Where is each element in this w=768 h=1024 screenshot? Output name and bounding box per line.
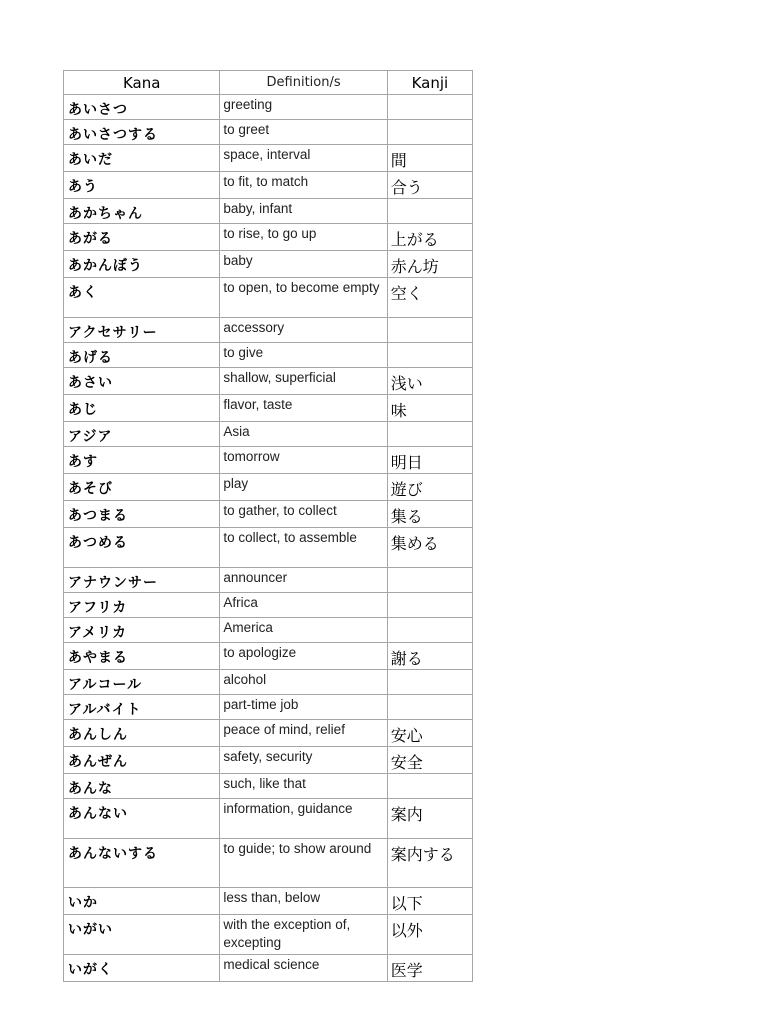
kanji-cell <box>387 695 472 720</box>
kanji-cell: 集る <box>387 501 472 528</box>
kanji-cell: 間 <box>387 145 472 172</box>
table-row <box>64 172 473 199</box>
kana-cell: いがい <box>64 915 220 955</box>
definition-cell: America <box>220 618 387 643</box>
definition-cell: to open, to become empty <box>220 278 387 318</box>
definition-cell: such, like that <box>220 774 387 799</box>
kana-cell: あじ <box>64 395 220 422</box>
kanji-cell <box>387 568 472 593</box>
kanji-cell <box>387 774 472 799</box>
table-row <box>64 422 473 447</box>
kana-cell: あんぜん <box>64 747 220 774</box>
kanji-cell <box>387 95 472 120</box>
vocabulary-table <box>63 70 473 982</box>
table-row <box>64 643 473 670</box>
definition-cell: to greet <box>220 120 387 145</box>
kanji-cell: 空く <box>387 278 472 318</box>
kana-cell: あかんぼう <box>64 251 220 278</box>
table-row <box>64 501 473 528</box>
definition-cell: alcohol <box>220 670 387 695</box>
kana-cell: あんないする <box>64 839 220 888</box>
definition-cell: greeting <box>220 95 387 120</box>
kanji-cell: 合う <box>387 172 472 199</box>
kanji-cell: 以外 <box>387 915 472 955</box>
kanji-cell <box>387 199 472 224</box>
definition-cell: play <box>220 474 387 501</box>
table-row <box>64 955 473 982</box>
kanji-cell: 安全 <box>387 747 472 774</box>
definition-cell: part-time job <box>220 695 387 720</box>
kanji-cell: 浅い <box>387 368 472 395</box>
definition-cell: to fit, to match <box>220 172 387 199</box>
kanji-cell <box>387 593 472 618</box>
table-row <box>64 695 473 720</box>
definition-cell: medical science <box>220 955 387 982</box>
table-row <box>64 368 473 395</box>
table-row <box>64 799 473 839</box>
kanji-cell <box>387 618 472 643</box>
definition-cell: flavor, taste <box>220 395 387 422</box>
definition-cell: safety, security <box>220 747 387 774</box>
definition-cell: less than, below <box>220 888 387 915</box>
definition-cell: space, interval <box>220 145 387 172</box>
kanji-cell <box>387 422 472 447</box>
header-kanji: Kanji <box>387 71 472 95</box>
table-row <box>64 343 473 368</box>
kana-cell: あつめる <box>64 528 220 568</box>
definition-cell: Africa <box>220 593 387 618</box>
table-row <box>64 720 473 747</box>
table-row <box>64 318 473 343</box>
kanji-cell: 以下 <box>387 888 472 915</box>
definition-cell: to gather, to collect <box>220 501 387 528</box>
kana-cell: あやまる <box>64 643 220 670</box>
table-row <box>64 747 473 774</box>
kana-cell: アクセサリー <box>64 318 220 343</box>
definition-cell: shallow, superficial <box>220 368 387 395</box>
kanji-cell: 安心 <box>387 720 472 747</box>
kana-cell: アナウンサー <box>64 568 220 593</box>
definition-cell: announcer <box>220 568 387 593</box>
definition-cell: baby <box>220 251 387 278</box>
kana-cell: いがく <box>64 955 220 982</box>
kana-cell: あそび <box>64 474 220 501</box>
kanji-cell: 明日 <box>387 447 472 474</box>
definition-cell: with the exception of, excepting <box>220 915 387 955</box>
header-kana: Kana <box>64 71 220 95</box>
table-row <box>64 568 473 593</box>
table-row <box>64 774 473 799</box>
kanji-cell: 上がる <box>387 224 472 251</box>
definition-cell: baby, infant <box>220 199 387 224</box>
definition-cell: to collect, to assemble <box>220 528 387 568</box>
kanji-cell <box>387 120 472 145</box>
table-row <box>64 670 473 695</box>
table-row <box>64 145 473 172</box>
kana-cell: あいさつする <box>64 120 220 145</box>
kanji-cell: 謝る <box>387 643 472 670</box>
kanji-cell: 遊び <box>387 474 472 501</box>
kanji-cell: 集める <box>387 528 472 568</box>
table-row <box>64 915 473 955</box>
kana-cell: アフリカ <box>64 593 220 618</box>
kana-cell: あんな <box>64 774 220 799</box>
definition-cell: to rise, to go up <box>220 224 387 251</box>
table-row <box>64 395 473 422</box>
table-row <box>64 593 473 618</box>
kana-cell: あさい <box>64 368 220 395</box>
kana-cell: アメリカ <box>64 618 220 643</box>
table-row <box>64 120 473 145</box>
table-row <box>64 888 473 915</box>
kana-cell: あつまる <box>64 501 220 528</box>
definition-cell: tomorrow <box>220 447 387 474</box>
table-row <box>64 528 473 568</box>
kana-cell: アルコール <box>64 670 220 695</box>
kana-cell: あいだ <box>64 145 220 172</box>
table-row <box>64 447 473 474</box>
definition-cell: information, guidance <box>220 799 387 839</box>
table-row <box>64 224 473 251</box>
definition-cell: to give <box>220 343 387 368</box>
definition-cell: to apologize <box>220 643 387 670</box>
kana-cell: あげる <box>64 343 220 368</box>
kana-cell: あかちゃん <box>64 199 220 224</box>
kanji-cell: 医学 <box>387 955 472 982</box>
table-row <box>64 474 473 501</box>
table-row <box>64 839 473 888</box>
kanji-cell <box>387 318 472 343</box>
table-row <box>64 278 473 318</box>
kana-cell: あんしん <box>64 720 220 747</box>
definition-cell: Asia <box>220 422 387 447</box>
kana-cell: あがる <box>64 224 220 251</box>
kanji-cell: 案内 <box>387 799 472 839</box>
definition-cell: to guide; to show around <box>220 839 387 888</box>
table-body <box>64 95 473 982</box>
kanji-cell: 赤ん坊 <box>387 251 472 278</box>
kana-cell: あいさつ <box>64 95 220 120</box>
definition-cell: peace of mind, relief <box>220 720 387 747</box>
header-definition: Definition/s <box>220 71 387 95</box>
table-row <box>64 199 473 224</box>
kana-cell: いか <box>64 888 220 915</box>
kana-cell: あんない <box>64 799 220 839</box>
kana-cell: あく <box>64 278 220 318</box>
table-row <box>64 618 473 643</box>
kanji-cell: 案内する <box>387 839 472 888</box>
kanji-cell <box>387 343 472 368</box>
table-row <box>64 251 473 278</box>
kana-cell: アジア <box>64 422 220 447</box>
kana-cell: アルバイト <box>64 695 220 720</box>
kana-cell: あう <box>64 172 220 199</box>
table-row <box>64 95 473 120</box>
kana-cell: あす <box>64 447 220 474</box>
header-row <box>64 71 473 95</box>
kanji-cell <box>387 670 472 695</box>
kanji-cell: 味 <box>387 395 472 422</box>
definition-cell: accessory <box>220 318 387 343</box>
